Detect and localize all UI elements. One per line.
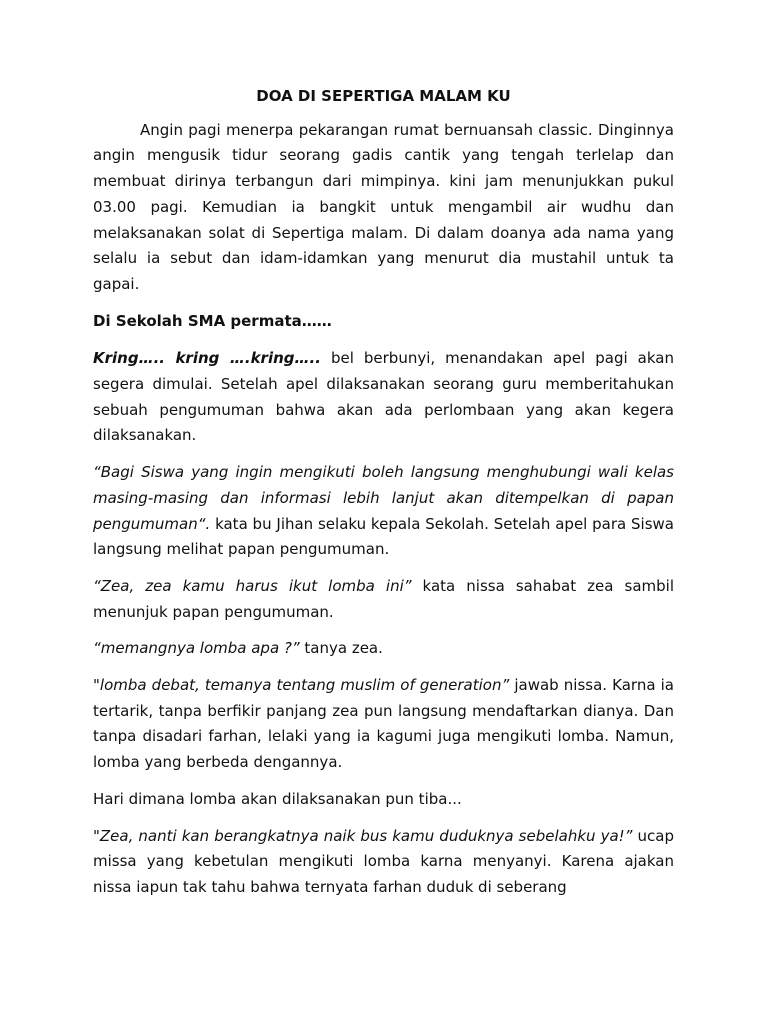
bus-quote: "Zea, nanti kan berangkatnya naik bus kamu duduknya sebelahku ya!” (93, 826, 633, 845)
paragraph-competition-day: Hari dimana lomba akan dilaksanakan pun tiba... (93, 789, 462, 808)
document-title: DOA DI SEPERTIGA MALAM KU (256, 87, 511, 105)
debate-quote: lomba debat, temanya tentang muslim of generation” (99, 676, 510, 695)
announcement-text: kata bu Jihan selaku kepala Sekolah. Setelah apel para Siswa langsung melihat papan pengumuman. (93, 514, 674, 559)
paragraph-debate (93, 673, 674, 776)
bell-paragraph-text: bel berbunyi, menandakan apel pagi akan segera dimulai. Setelah apel dilaksanakan seorang guru memberitahukan sebuah pengumuman bahwa akan ada perlombaan yang akan kegera dilaksanakan. (93, 349, 674, 445)
section-heading: Di Sekolah SMA permata…… (93, 311, 332, 330)
paragraph-zea-question (93, 636, 674, 662)
document-body (93, 84, 674, 912)
announcement-quote: “Bagi Siswa yang ingin mengikuti boleh langsung menghubungi wali kelas masing-masing dan informasi lebih lanjut akan ditempelkan di papan pengumuman“. (93, 463, 674, 533)
debate-open-quote: " (93, 676, 100, 695)
paragraph-announcement (93, 460, 674, 563)
bell-sound-text: Kring….. kring ….kring….. (93, 349, 321, 368)
paragraph-opening: Angin pagi menerpa pekarangan rumat bernuansah classic. Dinginnya angin mengusik tidur seorang gadis cantik yang tengah terlelap dan membuat dirinya terbangun dari mimpinya. kini jam menunjukkan pukul 03.00 pagi. Kemudian ia bangkit untuk mengambil air wudhu dan melaksanakan solat di Sepertiga malam. Di dalam doanya ada nama yang selalu ia sebut dan idam-idamkan yang menurut dia mustahil untuk ta gapai. (93, 120, 674, 293)
bus-text: ucap missa yang kebetulan mengikuti lomba karna menyanyi. Karena ajakan nissa iapun tak tahu bahwa ternyata farhan duduk di seberang (93, 826, 674, 896)
paragraph-bus (93, 824, 674, 901)
paragraph-bell (93, 346, 674, 449)
zea-question-quote: “memangnya lomba apa ?” (93, 639, 300, 658)
zea-question-text: tanya zea. (299, 639, 383, 658)
debate-text: jawab nissa. Karna ia tertarik, tanpa berfikir panjang zea pun langsung mendaftarkan dianya. Dan tanpa disadari farhan, lelaki yang ia kagumi juga mengikuti lomba. Namun, lomba yang berbeda dengannya. (93, 676, 674, 772)
nissa-quote: “Zea, zea kamu harus ikut lomba ini” (93, 576, 412, 595)
nissa-text: kata nissa sahabat zea sambil menunjuk papan pengumuman. (93, 576, 674, 621)
paragraph-nissa (93, 574, 674, 625)
